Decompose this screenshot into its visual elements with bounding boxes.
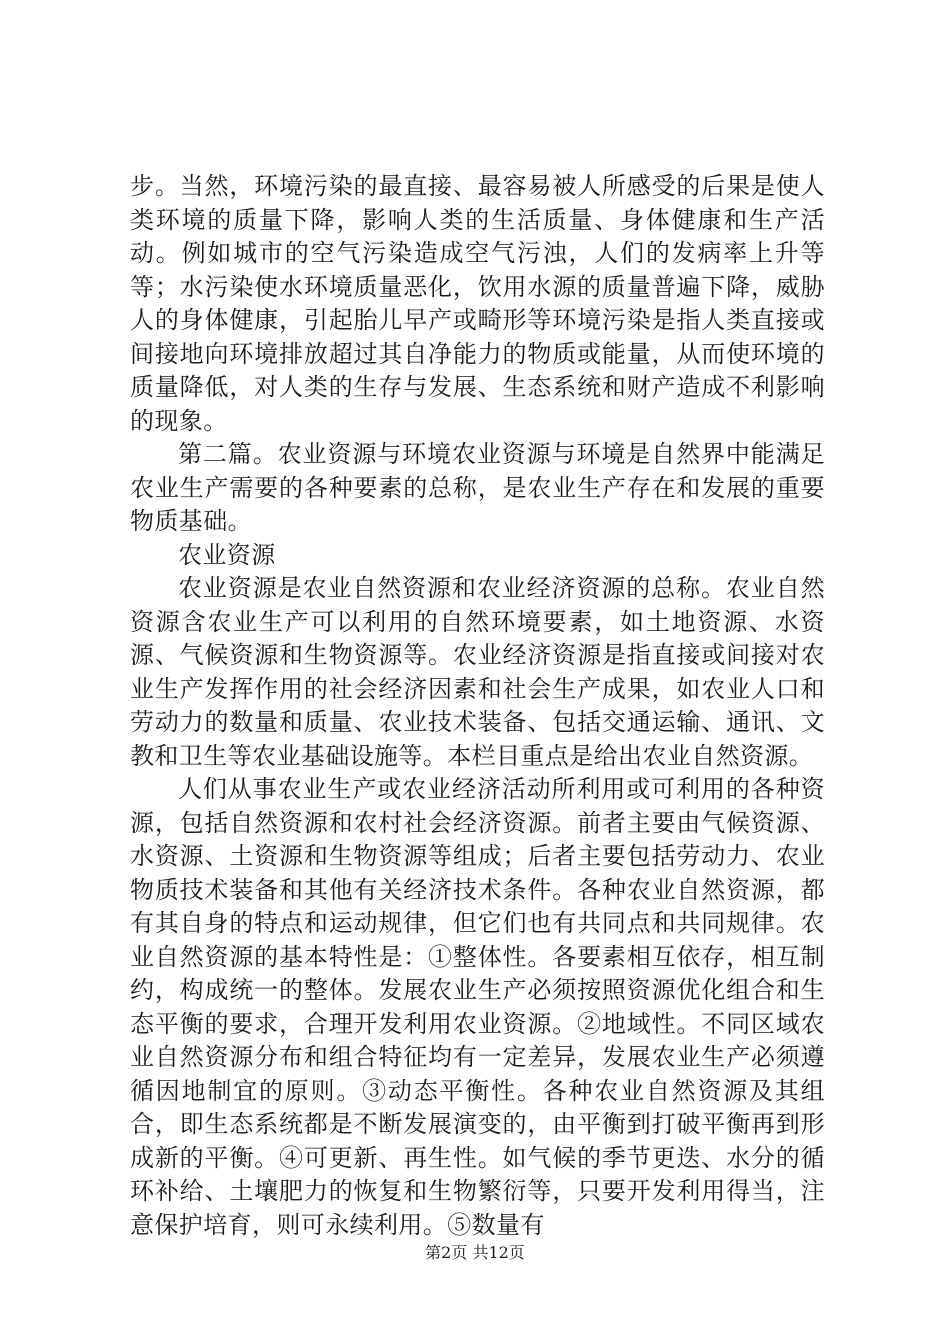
document-body	[130, 170, 825, 1242]
paragraph-4: 人们从事农业生产或农业经济活动所利用或可利用的各种资源，包括自然资源和农村社会经济资源。前者主要由气候资源、水资源、土资源和生物资源等组成；后者主要包括劳动力、农业物质技术装备和其他有关经济技术条件。各种农业自然资源，都有其自身的特点和运动规律，但它们也有共同点和共同规律。农业自然资源的基本特性是：①整体性。各要素相互依存，相互制约，构成统一的整体。发展农业生产必须按照资源优化组合和生态平衡的要求，合理开发利用农业资源。②地域性。不同区域农业自然资源分布和组合特征均有一定差异，发展农业生产必须遵循因地制宜的原则。③动态平衡性。各种农业自然资源及其组合，即生态系统都是不断发展演变的，由平衡到打破平衡再到形成新的平衡。④可更新、再生性。如气候的季节更迭、水分的循环补给、土壤肥力的恢复和生物繁衍等，只要开发利用得当，注意保护培育，则可永续利用。⑤数量有	[130, 775, 825, 1239]
section-heading: 农业资源	[178, 540, 276, 569]
paragraph-2: 第二篇。农业资源与环境农业资源与环境是自然界中能满足农业生产需要的各种要素的总称，是农业生产存在和发展的重要物质基础。	[130, 440, 825, 535]
page-footer: 第2页 共12页	[425, 1243, 525, 1262]
paragraph-1: 步。当然，环境污染的最直接、最容易被人所感受的后果是使人类环境的质量下降，影响人类的生活质量、身体健康和生产活动。例如城市的空气污染造成空气污浊，人们的发病率上升等等；水污染使水环境质量恶化，饮用水源的质量普遍下降，威胁人的身体健康，引起胎儿早产或畸形等环境污染是指人类直接或间接地向环境排放超过其自净能力的物质或能量，从而使环境的质量降低，对人类的生存与发展、生态系统和财产造成不利影响的现象。	[130, 172, 825, 435]
paragraph-3: 农业资源是农业自然资源和农业经济资源的总称。农业自然资源含农业生产可以利用的自然环境要素，如土地资源、水资源、气候资源和生物资源等。农业经济资源是指直接或间接对农业生产发挥作用的社会经济因素和社会生产成果，如农业人口和劳动力的数量和质量、农业技术装备、包括交通运输、通讯、文教和卫生等农业基础设施等。本栏目重点是给出农业自然资源。	[130, 574, 825, 770]
